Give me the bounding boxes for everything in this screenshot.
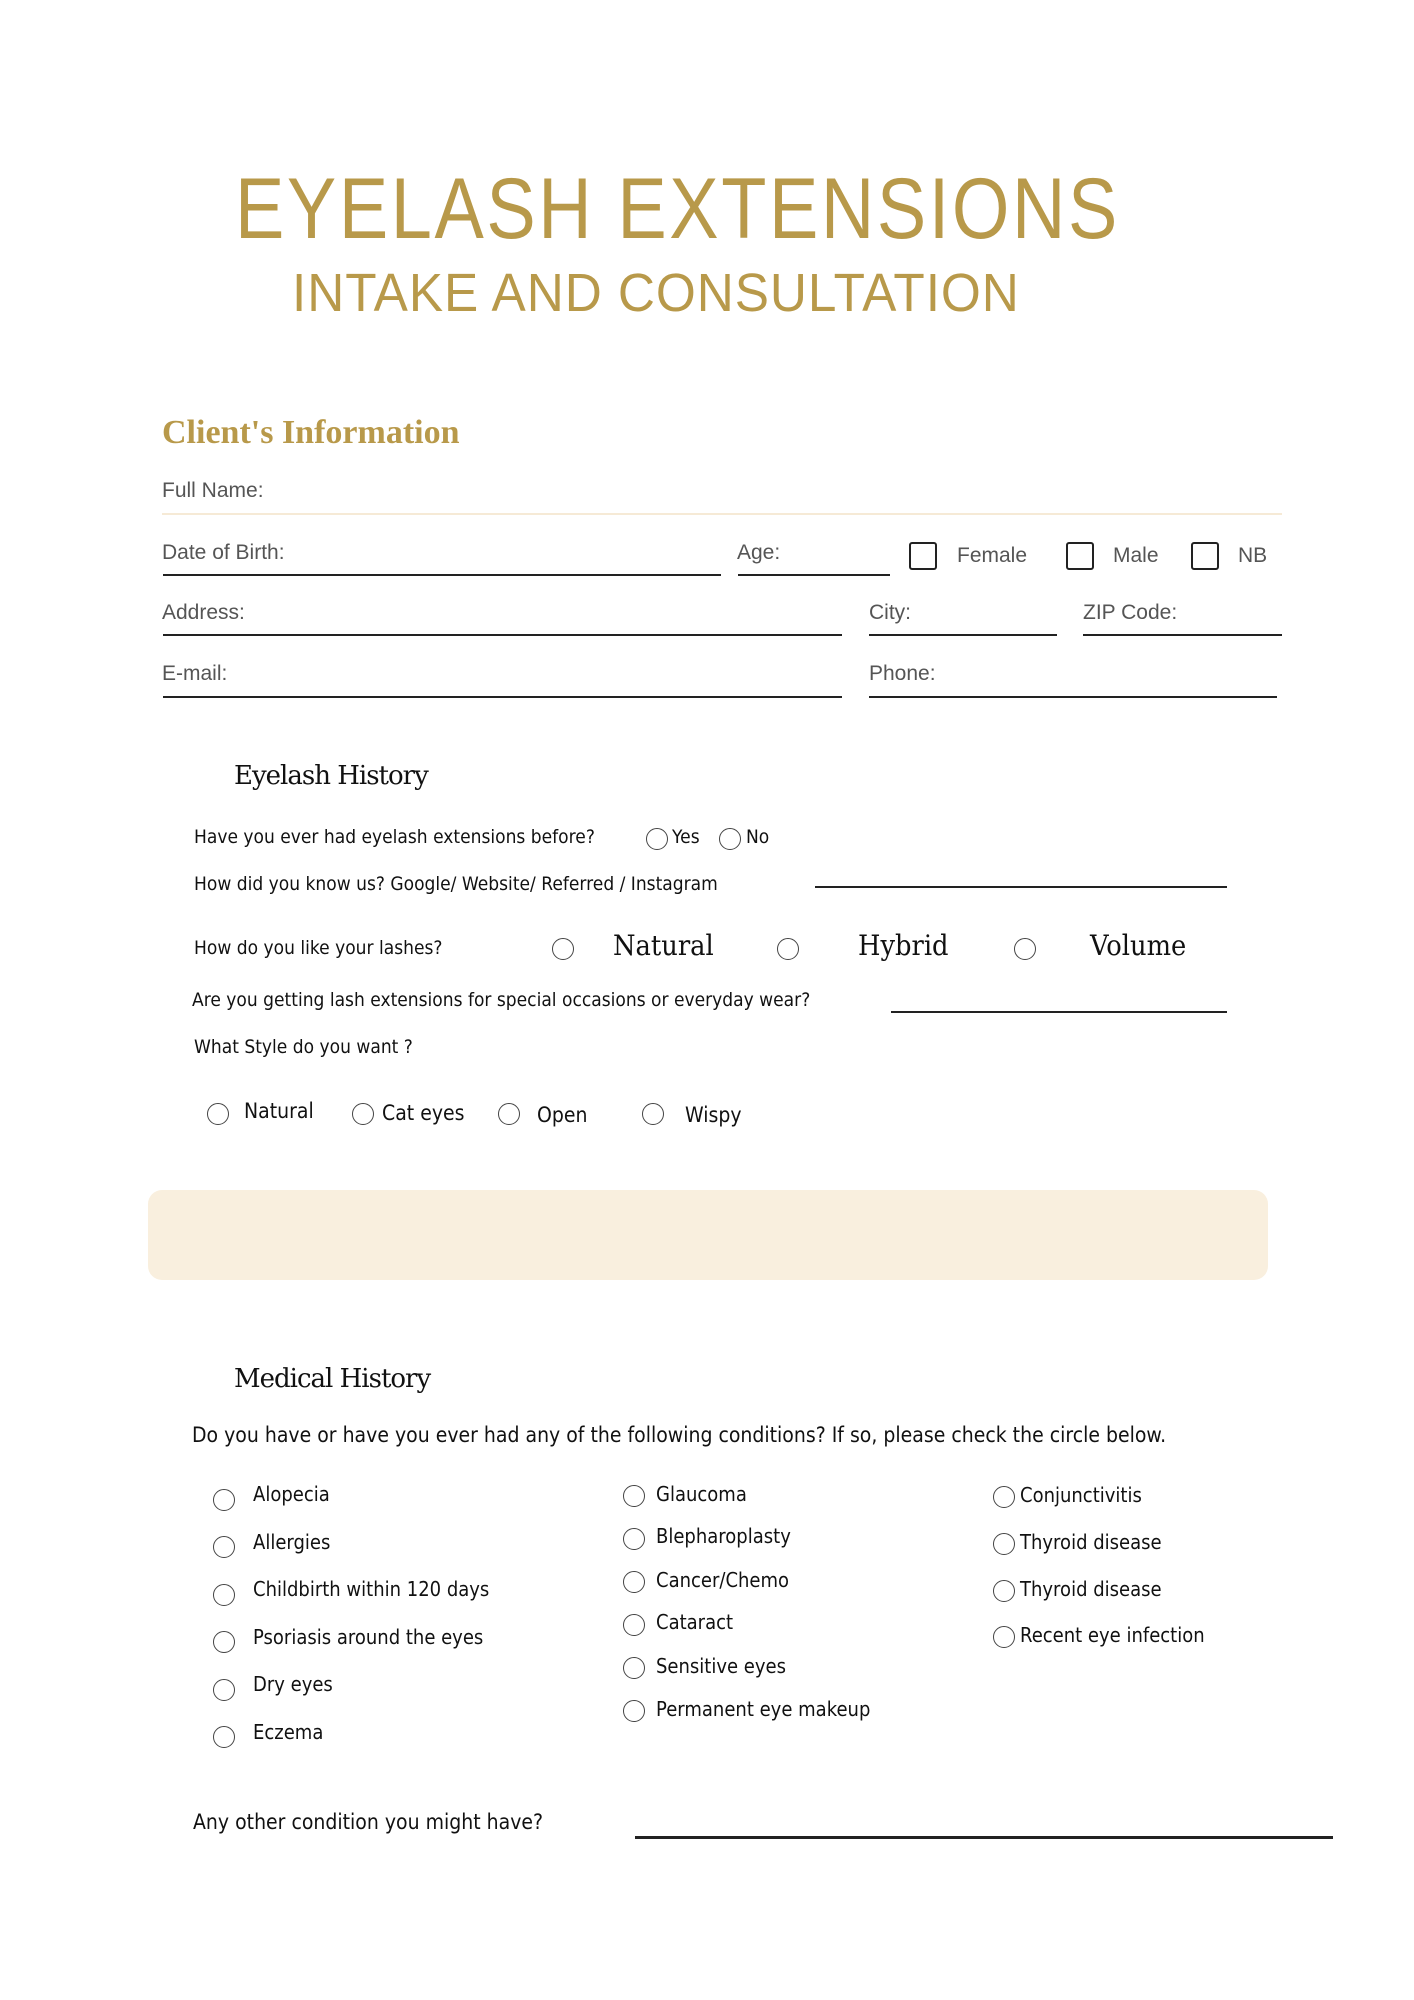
eyelash-history-heading: Eyelash History xyxy=(234,761,428,791)
age-field[interactable] xyxy=(738,574,890,576)
condition-label: Sensitive eyes xyxy=(656,1654,786,1678)
lash-volume-label: Volume xyxy=(1090,929,1187,962)
condition-label: Cataract xyxy=(656,1610,734,1634)
other-condition-field[interactable] xyxy=(635,1836,1333,1839)
condition-radio[interactable] xyxy=(993,1626,1015,1648)
email-field[interactable] xyxy=(163,696,842,698)
style-natural-label: Natural xyxy=(244,1099,314,1123)
condition-radio[interactable] xyxy=(623,1528,645,1550)
q-occasion: Are you getting lash extensions for special occasions or everyday wear? xyxy=(192,989,811,1011)
condition-label: Conjunctivitis xyxy=(1020,1483,1142,1507)
no-label: No xyxy=(746,826,770,848)
condition-label: Cancer/Chemo xyxy=(656,1568,790,1592)
medical-history-heading: Medical History xyxy=(234,1364,431,1394)
male-label: Male xyxy=(1113,544,1159,567)
style-cat-eyes-label: Cat eyes xyxy=(382,1101,465,1125)
condition-label: Glaucoma xyxy=(656,1482,747,1506)
yes-radio[interactable] xyxy=(646,828,668,850)
style-open-radio[interactable] xyxy=(498,1103,520,1125)
email-label: E-mail: xyxy=(162,662,228,685)
condition-radio[interactable] xyxy=(213,1584,235,1606)
yes-label: Yes xyxy=(672,826,700,848)
q-lashes: How do you like your lashes? xyxy=(194,937,443,959)
age-label: Age: xyxy=(737,541,781,564)
dob-label: Date of Birth: xyxy=(162,541,285,564)
condition-radio[interactable] xyxy=(623,1657,645,1679)
other-condition-label: Any other condition you might have? xyxy=(193,1810,544,1834)
condition-radio[interactable] xyxy=(623,1571,645,1593)
style-open-label: Open xyxy=(537,1103,588,1127)
condition-radio[interactable] xyxy=(993,1580,1015,1602)
condition-label: Alopecia xyxy=(253,1482,330,1506)
condition-label: Psoriasis around the eyes xyxy=(253,1625,484,1649)
zip-field[interactable] xyxy=(1083,634,1282,636)
condition-radio[interactable] xyxy=(993,1486,1015,1508)
condition-radio[interactable] xyxy=(213,1536,235,1558)
know-us-field[interactable] xyxy=(815,886,1227,888)
condition-radio[interactable] xyxy=(623,1485,645,1507)
style-cat-eyes-radio[interactable] xyxy=(352,1103,374,1125)
condition-label: Childbirth within 120 days xyxy=(253,1577,490,1601)
zip-label: ZIP Code: xyxy=(1083,601,1178,624)
condition-label: Eczema xyxy=(253,1720,324,1744)
address-label: Address: xyxy=(162,601,245,624)
condition-label: Thyroid disease xyxy=(1020,1530,1162,1554)
condition-label: Recent eye infection xyxy=(1020,1623,1205,1647)
city-field[interactable] xyxy=(869,634,1057,636)
lash-hybrid-radio[interactable] xyxy=(777,938,799,960)
lash-volume-radio[interactable] xyxy=(1014,938,1036,960)
male-checkbox[interactable] xyxy=(1066,542,1094,570)
no-radio[interactable] xyxy=(719,828,741,850)
female-label: Female xyxy=(957,544,1028,567)
page-subtitle: INTAKE AND CONSULTATION xyxy=(292,263,1020,323)
condition-radio[interactable] xyxy=(623,1614,645,1636)
phone-field[interactable] xyxy=(869,696,1277,698)
condition-radio[interactable] xyxy=(213,1679,235,1701)
style-wispy-radio[interactable] xyxy=(642,1103,664,1125)
condition-radio[interactable] xyxy=(213,1726,235,1748)
occasion-field[interactable] xyxy=(891,1011,1227,1013)
condition-label: Dry eyes xyxy=(253,1672,333,1696)
full-name-label: Full Name: xyxy=(162,479,264,502)
phone-label: Phone: xyxy=(869,662,936,685)
style-natural-radio[interactable] xyxy=(207,1103,229,1125)
notes-box xyxy=(148,1190,1268,1280)
lash-natural-radio[interactable] xyxy=(552,938,574,960)
condition-label: Allergies xyxy=(253,1530,331,1554)
lash-hybrid-label: Hybrid xyxy=(858,929,949,962)
address-field[interactable] xyxy=(163,634,842,636)
page-title: EYELASH EXTENSIONS xyxy=(235,161,1120,257)
condition-radio[interactable] xyxy=(623,1700,645,1722)
dob-field[interactable] xyxy=(163,574,721,576)
city-label: City: xyxy=(869,601,911,624)
q-style: What Style do you want ? xyxy=(194,1036,413,1058)
condition-label: Blepharoplasty xyxy=(656,1524,791,1548)
nb-checkbox[interactable] xyxy=(1191,542,1219,570)
condition-radio[interactable] xyxy=(213,1489,235,1511)
nb-label: NB xyxy=(1238,544,1268,567)
lash-natural-label: Natural xyxy=(613,929,714,962)
condition-label: Permanent eye makeup xyxy=(656,1697,871,1721)
condition-label: Thyroid disease xyxy=(1020,1577,1162,1601)
female-checkbox[interactable] xyxy=(909,542,937,570)
q-extensions-before: Have you ever had eyelash extensions before? xyxy=(194,826,595,848)
condition-radio[interactable] xyxy=(213,1631,235,1653)
style-wispy-label: Wispy xyxy=(685,1103,742,1127)
q-know-us: How did you know us? Google/ Website/ Referred / Instagram xyxy=(194,873,718,895)
client-info-heading: Client's Information xyxy=(162,414,460,451)
medical-question: Do you have or have you ever had any of the following conditions? If so, please check the circle below. xyxy=(192,1423,1167,1447)
condition-radio[interactable] xyxy=(993,1533,1015,1555)
full-name-field[interactable] xyxy=(162,513,1282,515)
